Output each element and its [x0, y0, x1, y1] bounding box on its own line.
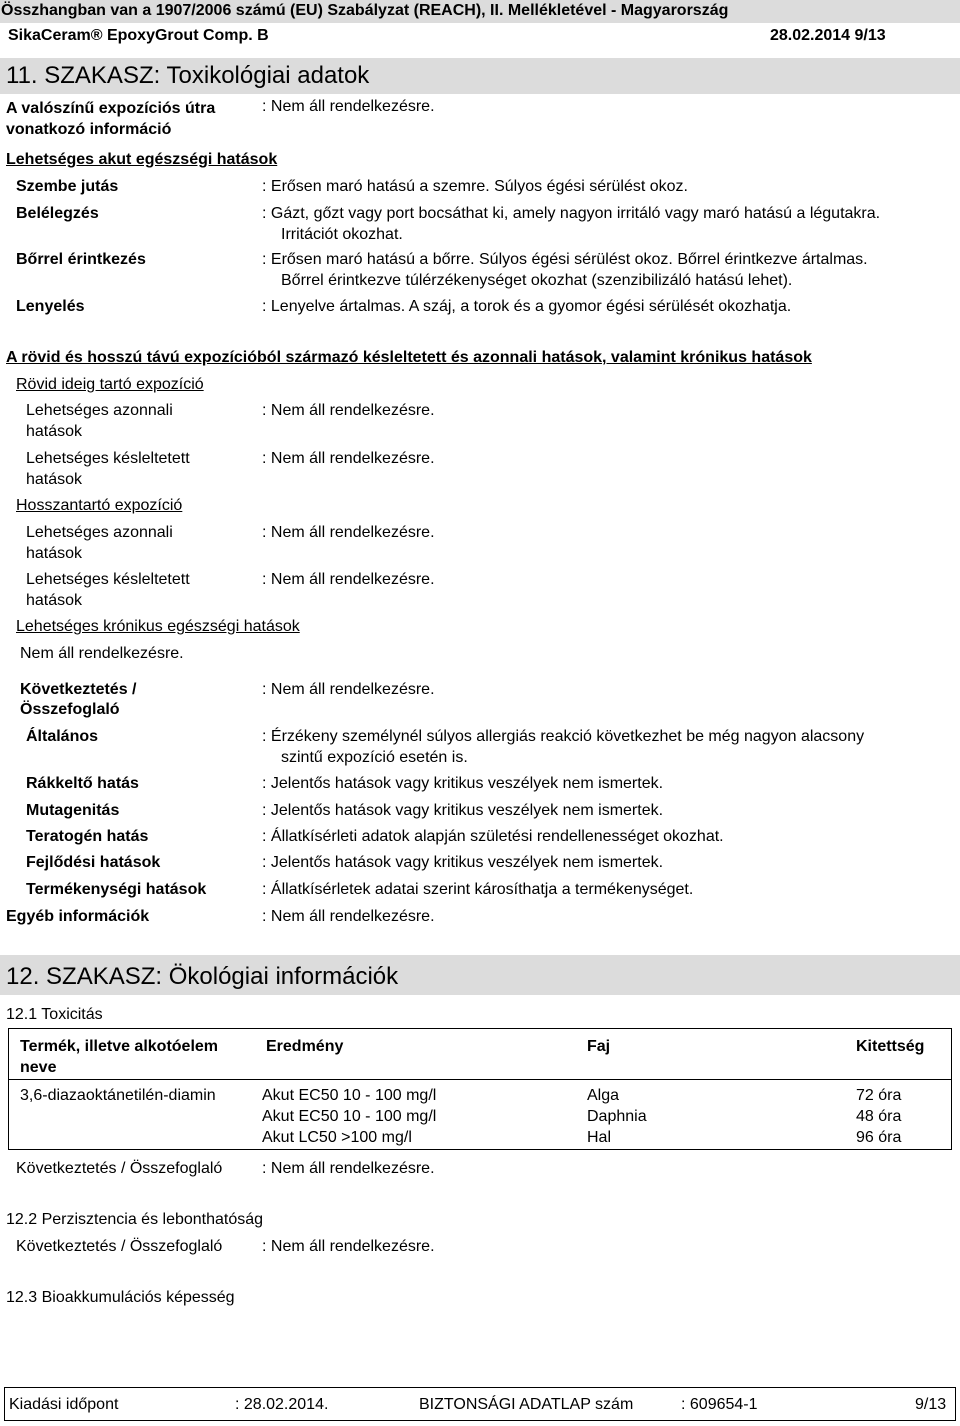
- acute-label-skin: Bőrrel érintkezés: [16, 251, 146, 268]
- product-header: [0, 25, 960, 47]
- short-term-title: Rövid ideig tartó expozíció: [16, 376, 204, 393]
- acute-label-ingestion: Lenyelés: [16, 298, 85, 315]
- acute-label-eye: Szembe jutás: [16, 178, 119, 195]
- fertility-value: : Állatkísérletek adatai szerint károsíthatja a termékenységet.: [262, 881, 694, 898]
- acute-value-skin: : Erősen maró hatású a bőrre. Súlyos égési sérülést okoz. Bőrrel érintkezve ártalmas.: [262, 251, 868, 268]
- exposure-route-value: : Nem áll rendelkezésre.: [262, 98, 435, 115]
- acute-title: Lehetséges akut egészségi hatások: [6, 151, 278, 168]
- short-immediate-label: Lehetséges azonnali: [26, 402, 173, 419]
- other-info-value: : Nem áll rendelkezésre.: [262, 908, 435, 925]
- date-page: 28.02.2014 9/13: [770, 27, 886, 44]
- conclusion-label: Következtetés /: [20, 681, 137, 698]
- short-immediate-label-2: hatások: [26, 423, 83, 440]
- long-delayed-label: Lehetséges késleltetett: [26, 571, 190, 588]
- table-cell-species-2: Daphnia: [587, 1108, 647, 1125]
- product-name: SikaCeram® EpoxyGrout Comp. B: [8, 27, 269, 44]
- persistence-conclusion-value: : Nem áll rendelkezésre.: [262, 1238, 435, 1255]
- eco-conclusion-label: Következtetés / Összefoglaló: [16, 1160, 223, 1177]
- table-header-exposure: Kitettség: [856, 1038, 925, 1055]
- exposure-route-label: A valószínű expozíciós útra vonatkozó információ: [6, 100, 216, 138]
- table-cell-exposure-1: 72 óra: [856, 1087, 902, 1104]
- short-delayed-value: : Nem áll rendelkezésre.: [262, 450, 435, 467]
- persistence-conclusion-label: Következtetés / Összefoglaló: [16, 1238, 223, 1255]
- mutagenicity-label: Mutagenitás: [26, 802, 120, 819]
- acute-label-inhalation: Belélegzés: [16, 205, 99, 222]
- table-header-divider: [8, 1079, 952, 1080]
- acute-value-eye: : Erősen maró hatású a szemre. Súlyos égési sérülést okoz.: [262, 178, 688, 195]
- acute-value-inhalation-2: Irritációt okozhat.: [281, 226, 403, 243]
- table-header-product-2: neve: [20, 1059, 57, 1076]
- long-immediate-label: Lehetséges azonnali: [26, 524, 173, 541]
- table-cell-exposure-3: 96 óra: [856, 1129, 902, 1146]
- short-delayed-label-2: hatások: [26, 471, 83, 488]
- section-12-banner: [0, 955, 960, 995]
- general-label: Általános: [26, 728, 99, 745]
- acute-value-skin-2: Bőrrel érintkezve túlérzékenységet okozhat (szenzibilizáló hatású lehet).: [281, 272, 793, 289]
- long-delayed-label-2: hatások: [26, 592, 83, 609]
- table-header-result: Eredmény: [266, 1038, 344, 1055]
- conclusion-value: : Nem áll rendelkezésre.: [262, 681, 435, 698]
- short-immediate-value: : Nem áll rendelkezésre.: [262, 402, 435, 419]
- mutagenicity-value: : Jelentős hatások vagy kritikus veszélyek nem ismertek.: [262, 802, 664, 819]
- section-11-banner: [0, 58, 960, 94]
- section-12-title: 12. SZAKASZ: Ökológiai információk: [6, 963, 399, 990]
- long-term-title: Hosszantartó expozíció: [16, 497, 183, 514]
- table-cell-result-1: Akut EC50 10 - 100 mg/l: [262, 1087, 437, 1104]
- long-delayed-value: : Nem áll rendelkezésre.: [262, 571, 435, 588]
- acute-value-inhalation: : Gázt, gőzt vagy port bocsáthat ki, amely nagyon irritáló vagy maró hatású a légutakra.: [262, 205, 881, 222]
- table-header-product: Termék, illetve alkotóelem: [20, 1038, 219, 1055]
- teratogenicity-label: Teratogén hatás: [26, 828, 149, 845]
- other-info-label: Egyéb információk: [6, 908, 150, 925]
- table-cell-species-3: Hal: [587, 1129, 612, 1146]
- regulation-header: Összhangban van a 1907/2006 számú (EU) Szabályzat (REACH), II. Mellékletével - Magyarország: [0, 0, 960, 23]
- table-cell-result-3: Akut LC50 >100 mg/l: [262, 1129, 412, 1146]
- fertility-label: Termékenységi hatások: [26, 881, 207, 898]
- sds-number-value: : 609654-1: [681, 1396, 758, 1413]
- table-cell-name: 3,6-diazaoktánetilén-diamin: [20, 1087, 216, 1104]
- sds-number-label: BIZTONSÁGI ADATLAP szám: [419, 1396, 634, 1413]
- chronic-title: Lehetséges krónikus egészségi hatások: [16, 618, 300, 635]
- short-delayed-label: Lehetséges késleltetett: [26, 450, 190, 467]
- long-immediate-label-2: hatások: [26, 545, 83, 562]
- table-cell-result-2: Akut EC50 10 - 100 mg/l: [262, 1108, 437, 1125]
- general-value: : Érzékeny személynél súlyos allergiás reakció következhet be még nagyon alacsony: [262, 728, 865, 745]
- table-header-species: Faj: [587, 1038, 611, 1055]
- carcinogenicity-label: Rákkeltő hatás: [26, 775, 139, 792]
- page-number: 9/13: [915, 1396, 947, 1413]
- bioaccumulation-title: 12.3 Bioakkumulációs képesség: [6, 1289, 235, 1306]
- long-immediate-value: : Nem áll rendelkezésre.: [262, 524, 435, 541]
- developmental-label: Fejlődési hatások: [26, 854, 161, 871]
- toxicity-title: 12.1 Toxicitás: [6, 1006, 103, 1023]
- eco-conclusion-value: : Nem áll rendelkezésre.: [262, 1160, 435, 1177]
- general-value-2: szintű expozíció esetén is.: [281, 749, 468, 766]
- teratogenicity-value: : Állatkísérleti adatok alapján születési rendellenességet okozhat.: [262, 828, 724, 845]
- chronic-value: Nem áll rendelkezésre.: [20, 645, 184, 662]
- persistence-title: 12.2 Perzisztencia és lebonthatóság: [6, 1211, 264, 1228]
- section-11-title: 11. SZAKASZ: Toxikológiai adatok: [6, 62, 370, 89]
- table-cell-species-1: Alga: [587, 1087, 620, 1104]
- developmental-value: : Jelentős hatások vagy kritikus veszélyek nem ismertek.: [262, 854, 664, 871]
- acute-value-ingestion: : Lenyelve ártalmas. A száj, a torok és a gyomor égési sérülését okozhatja.: [262, 298, 792, 315]
- table-cell-exposure-2: 48 óra: [856, 1108, 902, 1125]
- issue-date-value: : 28.02.2014.: [235, 1396, 329, 1413]
- footer: [4, 1387, 956, 1421]
- carcinogenicity-value: : Jelentős hatások vagy kritikus veszélyek nem ismertek.: [262, 775, 664, 792]
- delayed-effects-title: A rövid és hosszú távú expozícióból származó késleltetett és azonnali hatások, valamint krónikus hatások: [6, 349, 812, 366]
- issue-date-label: Kiadási időpont: [9, 1396, 119, 1413]
- conclusion-label-2: Összefoglaló: [20, 701, 120, 718]
